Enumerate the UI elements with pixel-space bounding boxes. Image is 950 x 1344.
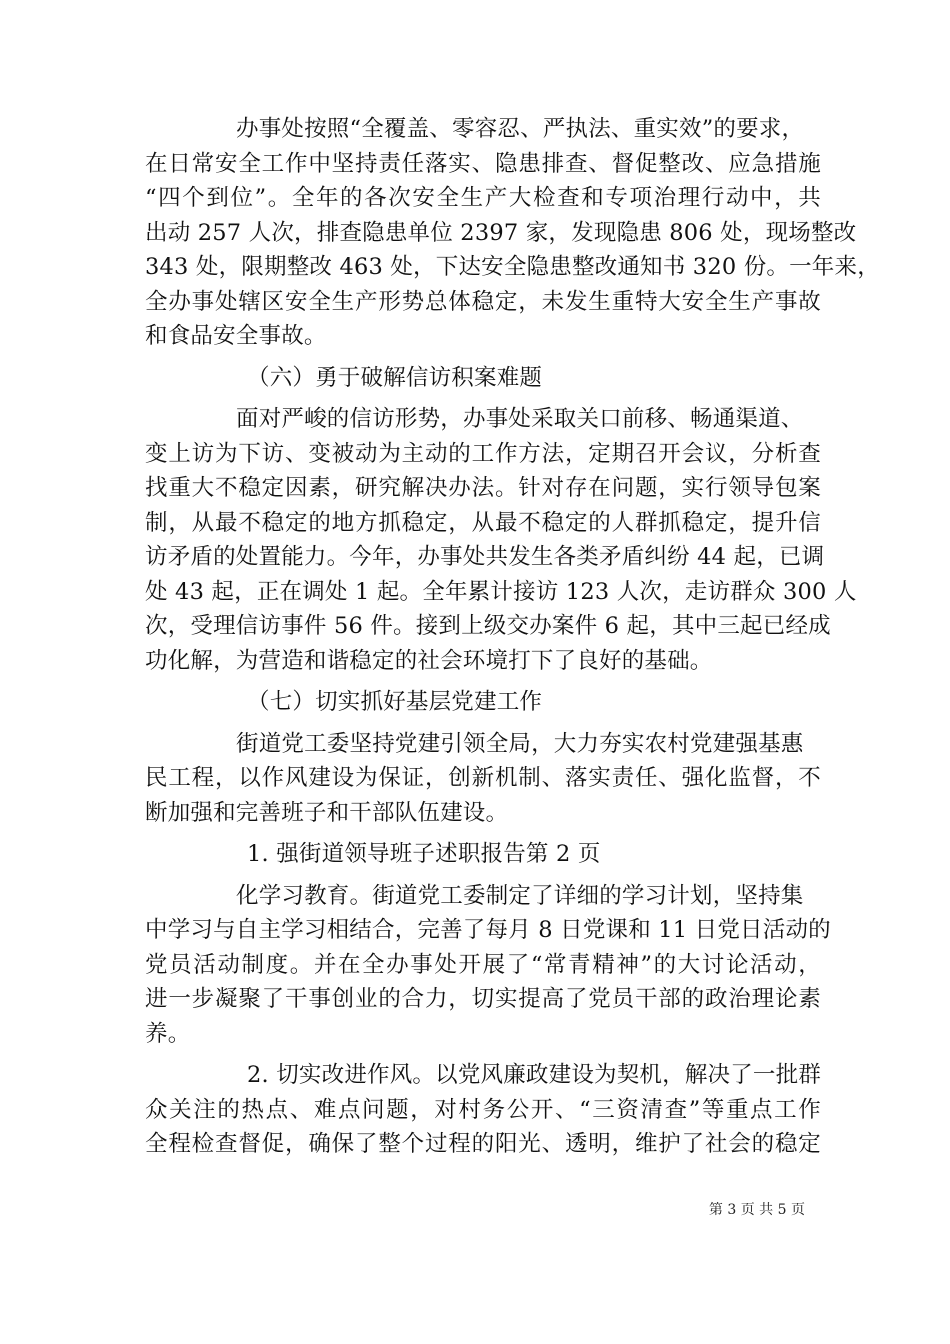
paragraph-line: 处 43 起，正在调处 1 起。全年累计接访 123 人次，走访群众 300 人 — [145, 578, 857, 605]
paragraph-line: 在日常安全工作中坚持责任落实、隐患排查、督促整改、应急措施 — [145, 150, 821, 177]
paragraph-line: 制，从最不稳定的地方抓稳定，从最不稳定的人群抓稳定，提升信 — [145, 509, 821, 536]
paragraph-line: 343 处，限期整改 463 处，下达安全隐患整改通知书 320 份。一年来， — [145, 254, 880, 280]
paragraph-line: 街道党工委坚持党建引领全局，大力夯实农村党建强基惠 — [236, 730, 804, 757]
paragraph-line: 面对严峻的信访形势，办事处采取关口前移、畅通渠道、 — [236, 406, 804, 432]
sub-heading: 1. 强街道领导班子述职报告第 2 页 — [247, 841, 601, 867]
document-body — [145, 112, 880, 1162]
paragraph-line: “四个到位”。全年的各次安全生产大检查和专项治理行动中，共 — [145, 185, 821, 211]
paragraph-line: 办事处按照“全覆盖、零容忍、严执法、重实效”的要求， — [236, 116, 805, 142]
paragraph-line: 众关注的热点、难点问题，对村务公开、“三资清查”等重点工作 — [145, 1096, 821, 1123]
paragraph-line: 党员活动制度。并在全办事处开展了“常青精神”的大讨论活动， — [145, 951, 821, 978]
paragraph-line: 访矛盾的处置能力。今年，办事处共发生各类矛盾纠纷 44 起，已调 — [145, 544, 825, 570]
paragraph-line: 变上访为下访、变被动为主动的工作方法，定期召开会议，分析查 — [145, 440, 821, 467]
paragraph-line: 化学习教育。街道党工委制定了详细的学习计划，坚持集 — [236, 882, 804, 909]
paragraph-line: 功化解，为营造和谐稳定的社会环境打下了良好的基础。 — [145, 647, 713, 674]
paragraph-line: 中学习与自主学习相结合，完善了每月 8 日党课和 11 日党日活动的 — [145, 917, 831, 943]
paragraph-line: 出动 257 人次，排查隐患单位 2397 家，发现隐患 806 处，现场整改 — [145, 219, 857, 246]
paragraph-line: 进一步凝聚了干事创业的合力，切实提高了党员干部的政治理论素 — [145, 986, 821, 1012]
paragraph-line: 次，受理信访事件 56 件。接到上级交办案件 6 起，其中三起已经成 — [145, 613, 831, 639]
paragraph-line: 断加强和完善班子和干部队伍建设。 — [145, 799, 509, 826]
paragraph-line: 和食品安全事故。 — [145, 323, 327, 349]
paragraph-line: 养。 — [145, 1020, 191, 1047]
paragraph-line: 全办事处辖区安全生产形势总体稳定，未发生重特大安全生产事故 — [145, 288, 821, 315]
paragraph-line: 2. 切实改进作风。以党风廉政建设为契机，解决了一批群 — [247, 1062, 822, 1088]
section-heading: （七）切实抓好基层党建工作 — [247, 689, 543, 715]
paragraph-line: 找重大不稳定因素，研究解决办法。针对存在问题，实行领导包案 — [145, 475, 821, 501]
paragraph-line: 民工程，以作风建设为保证，创新机制、落实责任、强化监督，不 — [145, 765, 821, 791]
paragraph-line: 全程检查督促，确保了整个过程的阳光、透明，维护了社会的稳定 — [145, 1131, 821, 1157]
page-number-footer: 第 3 页 共 5 页 — [708, 1202, 805, 1218]
section-heading: （六）勇于破解信访积案难题 — [247, 364, 543, 391]
